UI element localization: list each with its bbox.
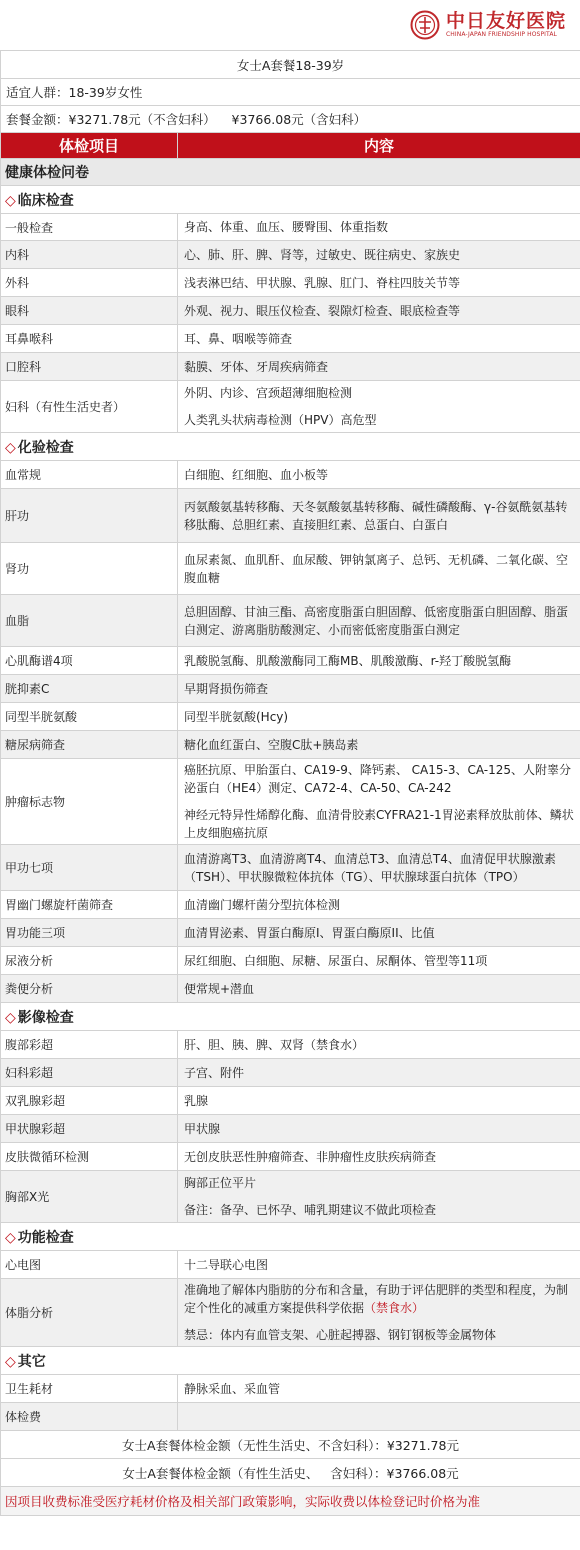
- exam-item-name: 血常规: [1, 461, 178, 489]
- exam-item-name: 耳鼻喉科: [1, 325, 178, 353]
- exam-item-content: [178, 919, 580, 947]
- content-line: 备注：备孕、已怀孕、哺乳期建议不做此项检查: [184, 1203, 437, 1217]
- section-header: [1, 186, 580, 214]
- table-row: [1, 1251, 580, 1279]
- exam-item-name: 体脂分析: [1, 1279, 178, 1347]
- table-row: [1, 1059, 580, 1087]
- table-row: [1, 947, 580, 975]
- exam-item-content: [178, 325, 580, 353]
- fasting-note: （禁食水）: [364, 1301, 425, 1315]
- content-line: 血清游离T3、血清游离T4、血清总T3、血清总T4、血清促甲状腺激素（TSH）、甲状腺微粒体抗体（TG）、甲状腺球蛋白抗体（TPO）: [184, 851, 556, 884]
- diamond-icon: ◇: [5, 439, 16, 456]
- exam-item-content: [178, 543, 580, 595]
- suitable-population: 适宜人群：18-39岁女性: [1, 79, 580, 106]
- content-line: 浅表淋巴结、甲状腺、乳腺、肛门、脊柱四肢关节等: [184, 275, 461, 290]
- table-row: [1, 1171, 580, 1223]
- exam-item-name: 肿瘤标志物: [1, 759, 178, 845]
- exam-item-content: [178, 675, 580, 703]
- table-row: [1, 353, 580, 381]
- package-total: 女士A套餐体检金额（无性生活史、不含妇科）：¥3271.78元: [1, 1431, 580, 1459]
- exam-item-name: 肝功: [1, 489, 178, 543]
- exam-item-name: 心电图: [1, 1251, 178, 1279]
- table-row: [1, 919, 580, 947]
- exam-item-name: 肾功: [1, 543, 178, 595]
- hospital-name-cn: 中日友好医院: [445, 10, 566, 32]
- content-line: 胸部正位平片: [184, 1176, 257, 1190]
- hospital-logo: [410, 10, 566, 40]
- table-row: [1, 1143, 580, 1171]
- content-line: 丙氨酸氨基转移酶、天冬氨酸氨基转移酶、碱性磷酸酶、γ-谷氨酰氨基转移肽酶、总胆红素、直接胆红素、总蛋白、白蛋白: [184, 499, 568, 532]
- exam-item-content: [178, 1375, 580, 1403]
- content-line: 准确地了解体内脂肪的分布和含量，有助于评估肥胖的类型和程度，为制定个性化的减重方案提供科学依据（禁食水）: [184, 1283, 569, 1315]
- exam-item-name: 皮肤微循环检测: [1, 1143, 178, 1171]
- exam-item-content: [178, 353, 580, 381]
- exam-item-content: [178, 759, 580, 845]
- table-row: [1, 543, 580, 595]
- exam-item-content: [178, 1115, 580, 1143]
- exam-item-content: [178, 489, 580, 543]
- exam-item-name: 糖尿病筛查: [1, 731, 178, 759]
- exam-item-name: 内科: [1, 241, 178, 269]
- table-row: [1, 647, 580, 675]
- content-line: 尿红细胞、白细胞、尿糖、尿蛋白、尿酮体、管型等11项: [184, 953, 488, 968]
- table-row: [1, 381, 580, 433]
- table-row: [1, 1279, 580, 1347]
- exam-item-name: 胃幽门螺旋杆菌筛查: [1, 891, 178, 919]
- table-row: [1, 845, 580, 891]
- exam-item-content: [178, 1059, 580, 1087]
- header-content: 内容: [178, 133, 580, 159]
- table-row: [1, 1375, 580, 1403]
- exam-item-name: 外科: [1, 269, 178, 297]
- diamond-icon: ◇: [5, 1009, 16, 1026]
- exam-item-name: 甲功七项: [1, 845, 178, 891]
- exam-item-name: 胃功能三项: [1, 919, 178, 947]
- exam-item-content: [178, 703, 580, 731]
- exam-item-name: 体检费: [1, 1403, 178, 1431]
- exam-item-content: [178, 891, 580, 919]
- content-line: 肝、胆、胰、脾、双肾（禁食水）: [184, 1037, 365, 1052]
- exam-item-content: [178, 595, 580, 647]
- pricing-note: 因项目收费标准受医疗耗材价格及相关部门政策影响，实际收费以体检登记时价格为准: [1, 1487, 580, 1516]
- diamond-icon: ◇: [5, 1353, 16, 1370]
- section-title: 其它: [17, 1353, 46, 1370]
- exam-item-content: [178, 1171, 580, 1223]
- package-price: 套餐金额：¥3271.78元（不含妇科） ¥3766.08元（含妇科）: [1, 106, 580, 133]
- exam-item-content: [178, 381, 580, 433]
- table-row: [1, 325, 580, 353]
- exam-item-content: [178, 461, 580, 489]
- exam-item-content: [178, 647, 580, 675]
- exam-item-name: 口腔科: [1, 353, 178, 381]
- exam-item-name: 胱抑素C: [1, 675, 178, 703]
- content-line: 乳腺: [184, 1093, 209, 1108]
- table-row: [1, 1031, 580, 1059]
- exam-item-name: 妇科彩超: [1, 1059, 178, 1087]
- exam-item-name: 胸部X光: [1, 1171, 178, 1223]
- section-title: 化验检查: [17, 439, 74, 456]
- content-line: 静脉采血、采血管: [184, 1381, 281, 1396]
- table-row: [1, 975, 580, 1003]
- content-line: 子宫、附件: [184, 1065, 245, 1080]
- content-line: 无创皮肤恶性肿瘤筛查、非肿瘤性皮肤疾病筛查: [184, 1149, 437, 1164]
- exam-item-name: 尿液分析: [1, 947, 178, 975]
- diamond-icon: ◇: [5, 1229, 16, 1246]
- section-title: 临床检查: [17, 192, 74, 209]
- table-row: [1, 489, 580, 543]
- exam-item-name: 腹部彩超: [1, 1031, 178, 1059]
- content-line: 人类乳头状病毒检测（HPV）高危型: [184, 413, 377, 427]
- section-header: [1, 433, 580, 461]
- package-title: 女士A套餐18-39岁: [1, 51, 580, 79]
- content-line: 血清幽门螺杆菌分型抗体检测: [184, 897, 341, 912]
- content-line: 甲状腺: [184, 1121, 221, 1136]
- logo-bar: [0, 0, 580, 50]
- exam-item-content: [178, 297, 580, 325]
- content-line: 身高、体重、血压、腰臀围、体重指数: [184, 220, 389, 234]
- package-total: 女士A套餐体检金额（有性生活史、 含妇科）：¥3766.08元: [1, 1459, 580, 1487]
- exam-item-content: [178, 241, 580, 269]
- content-line: 白细胞、红细胞、血小板等: [184, 467, 329, 482]
- table-row: [1, 461, 580, 489]
- exam-item-content: [178, 1251, 580, 1279]
- table-row: [1, 759, 580, 845]
- table-row: [1, 297, 580, 325]
- table-row: [1, 891, 580, 919]
- content-line: 早期肾损伤筛查: [184, 681, 269, 696]
- exam-item-content: [178, 845, 580, 891]
- table-row: [1, 595, 580, 647]
- content-line: 便常规+潜血: [184, 981, 255, 996]
- exam-item-content: [178, 731, 580, 759]
- content-line: 耳、鼻、咽喉等筛查: [184, 331, 293, 346]
- exam-item-name: 甲状腺彩超: [1, 1115, 178, 1143]
- table-row: [1, 1115, 580, 1143]
- hospital-emblem-icon: [410, 10, 440, 40]
- content-line: 十二导联心电图: [184, 1257, 269, 1272]
- table-row: [1, 1087, 580, 1115]
- section-header: [1, 1347, 580, 1375]
- table-row: [1, 269, 580, 297]
- hospital-name-en: CHINA-JAPAN FRIENDSHIP HOSPITAL: [445, 31, 557, 38]
- exam-item-name: 粪便分析: [1, 975, 178, 1003]
- exam-item-content: [178, 1143, 580, 1171]
- exam-item-content: [178, 1031, 580, 1059]
- content-line: 糖化血红蛋白、空腹C肽+胰岛素: [184, 737, 359, 752]
- table-row: [1, 675, 580, 703]
- section-title: 功能检查: [17, 1229, 74, 1246]
- content-line: 血尿素氮、血肌酐、血尿酸、钾钠氯离子、总钙、无机磷、二氧化碳、空腹血糖: [184, 552, 569, 585]
- exam-item-name: 一般检查: [1, 214, 178, 241]
- exam-item-content: [178, 1087, 580, 1115]
- table-row: [1, 214, 580, 241]
- diamond-icon: ◇: [5, 192, 16, 209]
- package-table: [0, 50, 580, 1516]
- exam-item-content: [178, 1279, 580, 1347]
- exam-item-name: 血脂: [1, 595, 178, 647]
- section-title: 影像检查: [17, 1009, 74, 1026]
- table-row: [1, 1403, 580, 1431]
- header-item: 体检项目: [1, 133, 178, 159]
- content-line: 乳酸脱氢酶、肌酸激酶同工酶MB、肌酸激酶、r-羟丁酸脱氢酶: [184, 653, 512, 668]
- table-row: [1, 731, 580, 759]
- exam-item-name: 卫生耗材: [1, 1375, 178, 1403]
- content-line: 血清胃泌素、胃蛋白酶原I、胃蛋白酶原II、比值: [184, 925, 435, 940]
- content-line: 总胆固醇、甘油三酯、高密度脂蛋白胆固醇、低密度脂蛋白胆固醇、脂蛋白测定、游离脂肪酸测定、小而密低密度脂蛋白测定: [184, 604, 569, 637]
- content-line: 外阴、内诊、宫颈超薄细胞检测: [184, 386, 353, 400]
- exam-item-content: [178, 269, 580, 297]
- exam-item-content: [178, 1403, 580, 1431]
- questionnaire-row: 健康体检问卷: [1, 159, 580, 186]
- content-line: 外观、视力、眼压仪检查、裂隙灯检查、眼底检查等: [184, 303, 461, 318]
- exam-item-name: 眼科: [1, 297, 178, 325]
- table-row: [1, 241, 580, 269]
- exam-item-name: 双乳腺彩超: [1, 1087, 178, 1115]
- content-line: 禁忌：体内有血管支架、心脏起搏器、钢钉钢板等金属物体: [184, 1328, 497, 1342]
- content-line: 神经元特异性烯醇化酶、血清骨胶素CYFRA21-1胃泌素释放肽前体、鳞状上皮细胞癌抗原: [184, 808, 574, 840]
- content-line: 黏膜、牙体、牙周疾病筛查: [184, 359, 329, 374]
- exam-item-content: [178, 214, 580, 241]
- exam-item-content: [178, 975, 580, 1003]
- table-row: [1, 703, 580, 731]
- section-header: [1, 1003, 580, 1031]
- exam-item-name: 同型半胱氨酸: [1, 703, 178, 731]
- exam-item-content: [178, 947, 580, 975]
- exam-item-name: 心肌酶谱4项: [1, 647, 178, 675]
- content-line: 癌胚抗原、甲胎蛋白、CA19-9、降钙素、 CA15-3、CA-125、人附睾分泌蛋白（HE4）测定、CA72-4、CA-50、CA-242: [184, 763, 572, 795]
- content-line: 同型半胱氨酸(Hcy): [184, 709, 289, 724]
- exam-item-name: 妇科（有性生活史者）: [1, 381, 178, 433]
- section-header: [1, 1223, 580, 1251]
- content-line: 心、肺、肝、脾、肾等，过敏史、既往病史、家族史: [184, 247, 461, 262]
